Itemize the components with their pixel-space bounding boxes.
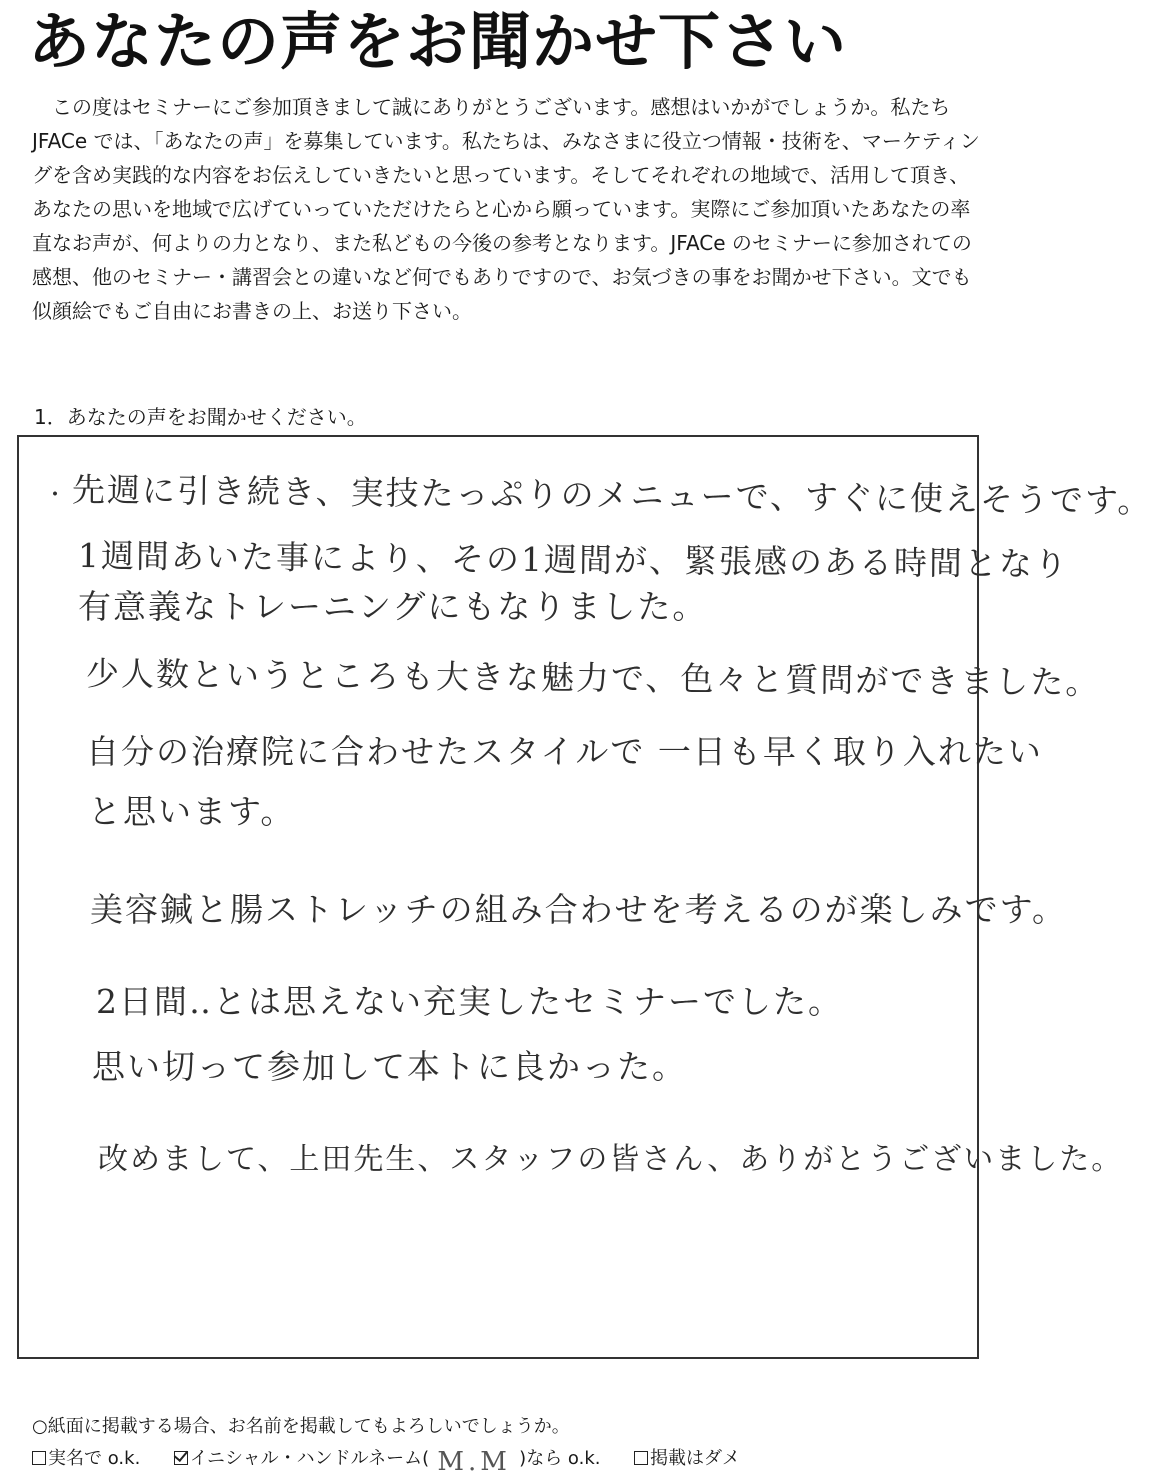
footer-question: ○紙面に掲載する場合、お名前を掲載してもよろしいでしょうか。 bbox=[32, 1416, 570, 1437]
intro-paragraph bbox=[32, 90, 982, 328]
answer-line: 改めまして、上田先生、スタッフの皆さん、ありがとうございました。 bbox=[98, 1142, 1124, 1177]
intro-text: この度はセミナーにご参加頂きまして誠にありがとうございます。感想はいかがでしょうか。私たち JFACe では、「あなたの声」を募集しています。私たちは、みなさまに役立つ情報・技術を、マーケティングを含め実践的な内容をお伝えしていきたいと思っています。そしてそれぞれの地域で、活用して頂き、あなたの思いを地域で広げていっていただけたらと心から願っています。実際にご参加頂いたあなたの率直なお声が、何よりの力となり、また私どもの今後の参考となります。JFACe のセミナーに参加されての感想、他のセミナー・講習会との違いなど何でもありですので、お気づきの事をお聞かせ下さい。文でも似顔絵でもご自由にお書きの上、お送り下さい。 bbox=[32, 95, 980, 323]
answer-bullet: ・ bbox=[44, 483, 67, 508]
answer-line: 自分の治療院に合わせたスタイルで 一日も早く取り入れたい bbox=[86, 732, 1043, 771]
answer-line: 美容鍼と腸ストレッチの組み合わせを考えるのが楽しみです。 bbox=[90, 890, 1068, 929]
page-title: あなたの声をお聞かせ下さい bbox=[28, 5, 848, 78]
option-real-name-label: 実名で o.k. bbox=[48, 1448, 141, 1469]
answer-line: 1週間あいた事により、その1週間が、緊張感のある時間となり bbox=[77, 536, 1070, 584]
answer-line: 思い切って参加して本トに良かった。 bbox=[92, 1047, 687, 1086]
handle-name-value[interactable]: M.M bbox=[437, 1447, 511, 1477]
option-real-name-checkbox[interactable] bbox=[32, 1451, 46, 1465]
option-initial-label: イニシャル・ハンドルネーム( bbox=[189, 1448, 430, 1469]
answer-line: 先週に引き続き、実技たっぷりのメニューで、すぐに使えそうです。 bbox=[71, 470, 1153, 521]
question-label: 1．あなたの声をお聞かせください。 bbox=[34, 405, 367, 429]
name-permission-options bbox=[32, 1446, 740, 1475]
answer-line: 少人数というところも大きな魅力で、色々と質問ができました。 bbox=[85, 654, 1101, 702]
option-no-publish-checkbox[interactable] bbox=[634, 1451, 648, 1465]
answer-line: 有意義なトレーニングにもなりました。 bbox=[78, 587, 708, 626]
option-initial-checkbox[interactable] bbox=[174, 1451, 188, 1465]
option-initial-suffix: )なら o.k. bbox=[519, 1448, 601, 1469]
answer-line: と思います。 bbox=[88, 792, 296, 831]
option-no-publish-label: 掲載はダメ bbox=[649, 1448, 740, 1469]
answer-line: 2日間‥とは思えない充実したセミナーでした。 bbox=[96, 982, 844, 1021]
